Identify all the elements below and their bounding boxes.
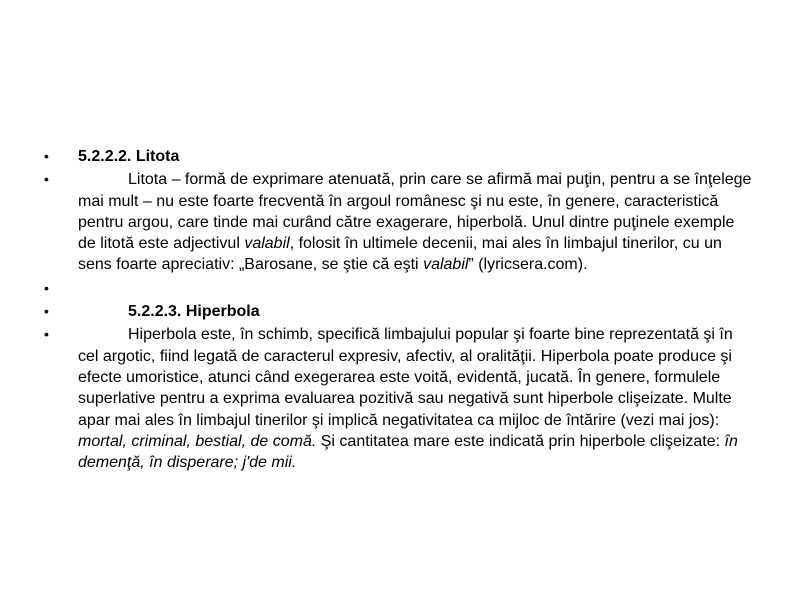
bullet-icon: • (44, 279, 49, 296)
italic-term: valabil (423, 256, 469, 274)
section-heading: 5.2.2.3. Hiperbola (128, 303, 260, 321)
bullet-icon: • (44, 148, 49, 164)
section-heading: 5.2.2.2. Litota (78, 148, 180, 165)
list-item-litota-heading (44, 146, 756, 167)
bullet-icon: • (44, 171, 49, 188)
list-item-hiperbola-paragraph (44, 324, 756, 473)
italic-term: valabil (244, 235, 290, 253)
bullet-list (44, 146, 756, 475)
paragraph-text: , folosit în ultimele decenii, mai ales în limbajul tinerilor, cu un sens foarte apreciativ: „Barosane, se ştie că eşti (78, 235, 722, 274)
list-item-litota-paragraph (44, 169, 756, 275)
list-item-hiperbola-heading (44, 301, 756, 322)
bullet-icon: • (44, 326, 49, 343)
italic-term: în demenţă, în disperare; j'de mii. (78, 432, 738, 472)
paragraph-text: ” (lyricsera.com). (468, 256, 588, 274)
bullet-icon: • (44, 303, 49, 320)
paragraph-text: Hiperbola este, în schimb, specifică limbajului popular şi foarte bine reprezentată şi în cel argotic, fiind legată de caracterul expresiv, afectiv, al oralităţii. Hiperbola poate produce şi efecte umoristice, atunci când exegerarea este voită, evidentă, jucată. În genere, formulele superlative pentru a exprima evaluarea pozitivă sau negativă sunt hiperbole clişeizate. Multe apar mai ales în limbajul tinerilor şi implică negativitatea ca mijloc de întărire (vezi mai jos): (78, 326, 733, 429)
paragraph-text: Şi cantitatea mare este indicată prin hiperbole clişeizate: (316, 432, 725, 450)
paragraph-text: Litota – formă de exprimare atenuată, prin care se afirmă mai puţin, pentru a se înţelege mai mult – nu este foarte frecventă în argoul românesc şi nu este, în genere, caracteristică pentru argou, care tinde mai curând către exagerare, hiperbolă. Unul dintre puţinele exemple de litotă este adjectivul (78, 171, 752, 253)
italic-term: mortal, criminal, bestial, de comă. (78, 432, 317, 450)
list-item-empty (44, 278, 756, 299)
